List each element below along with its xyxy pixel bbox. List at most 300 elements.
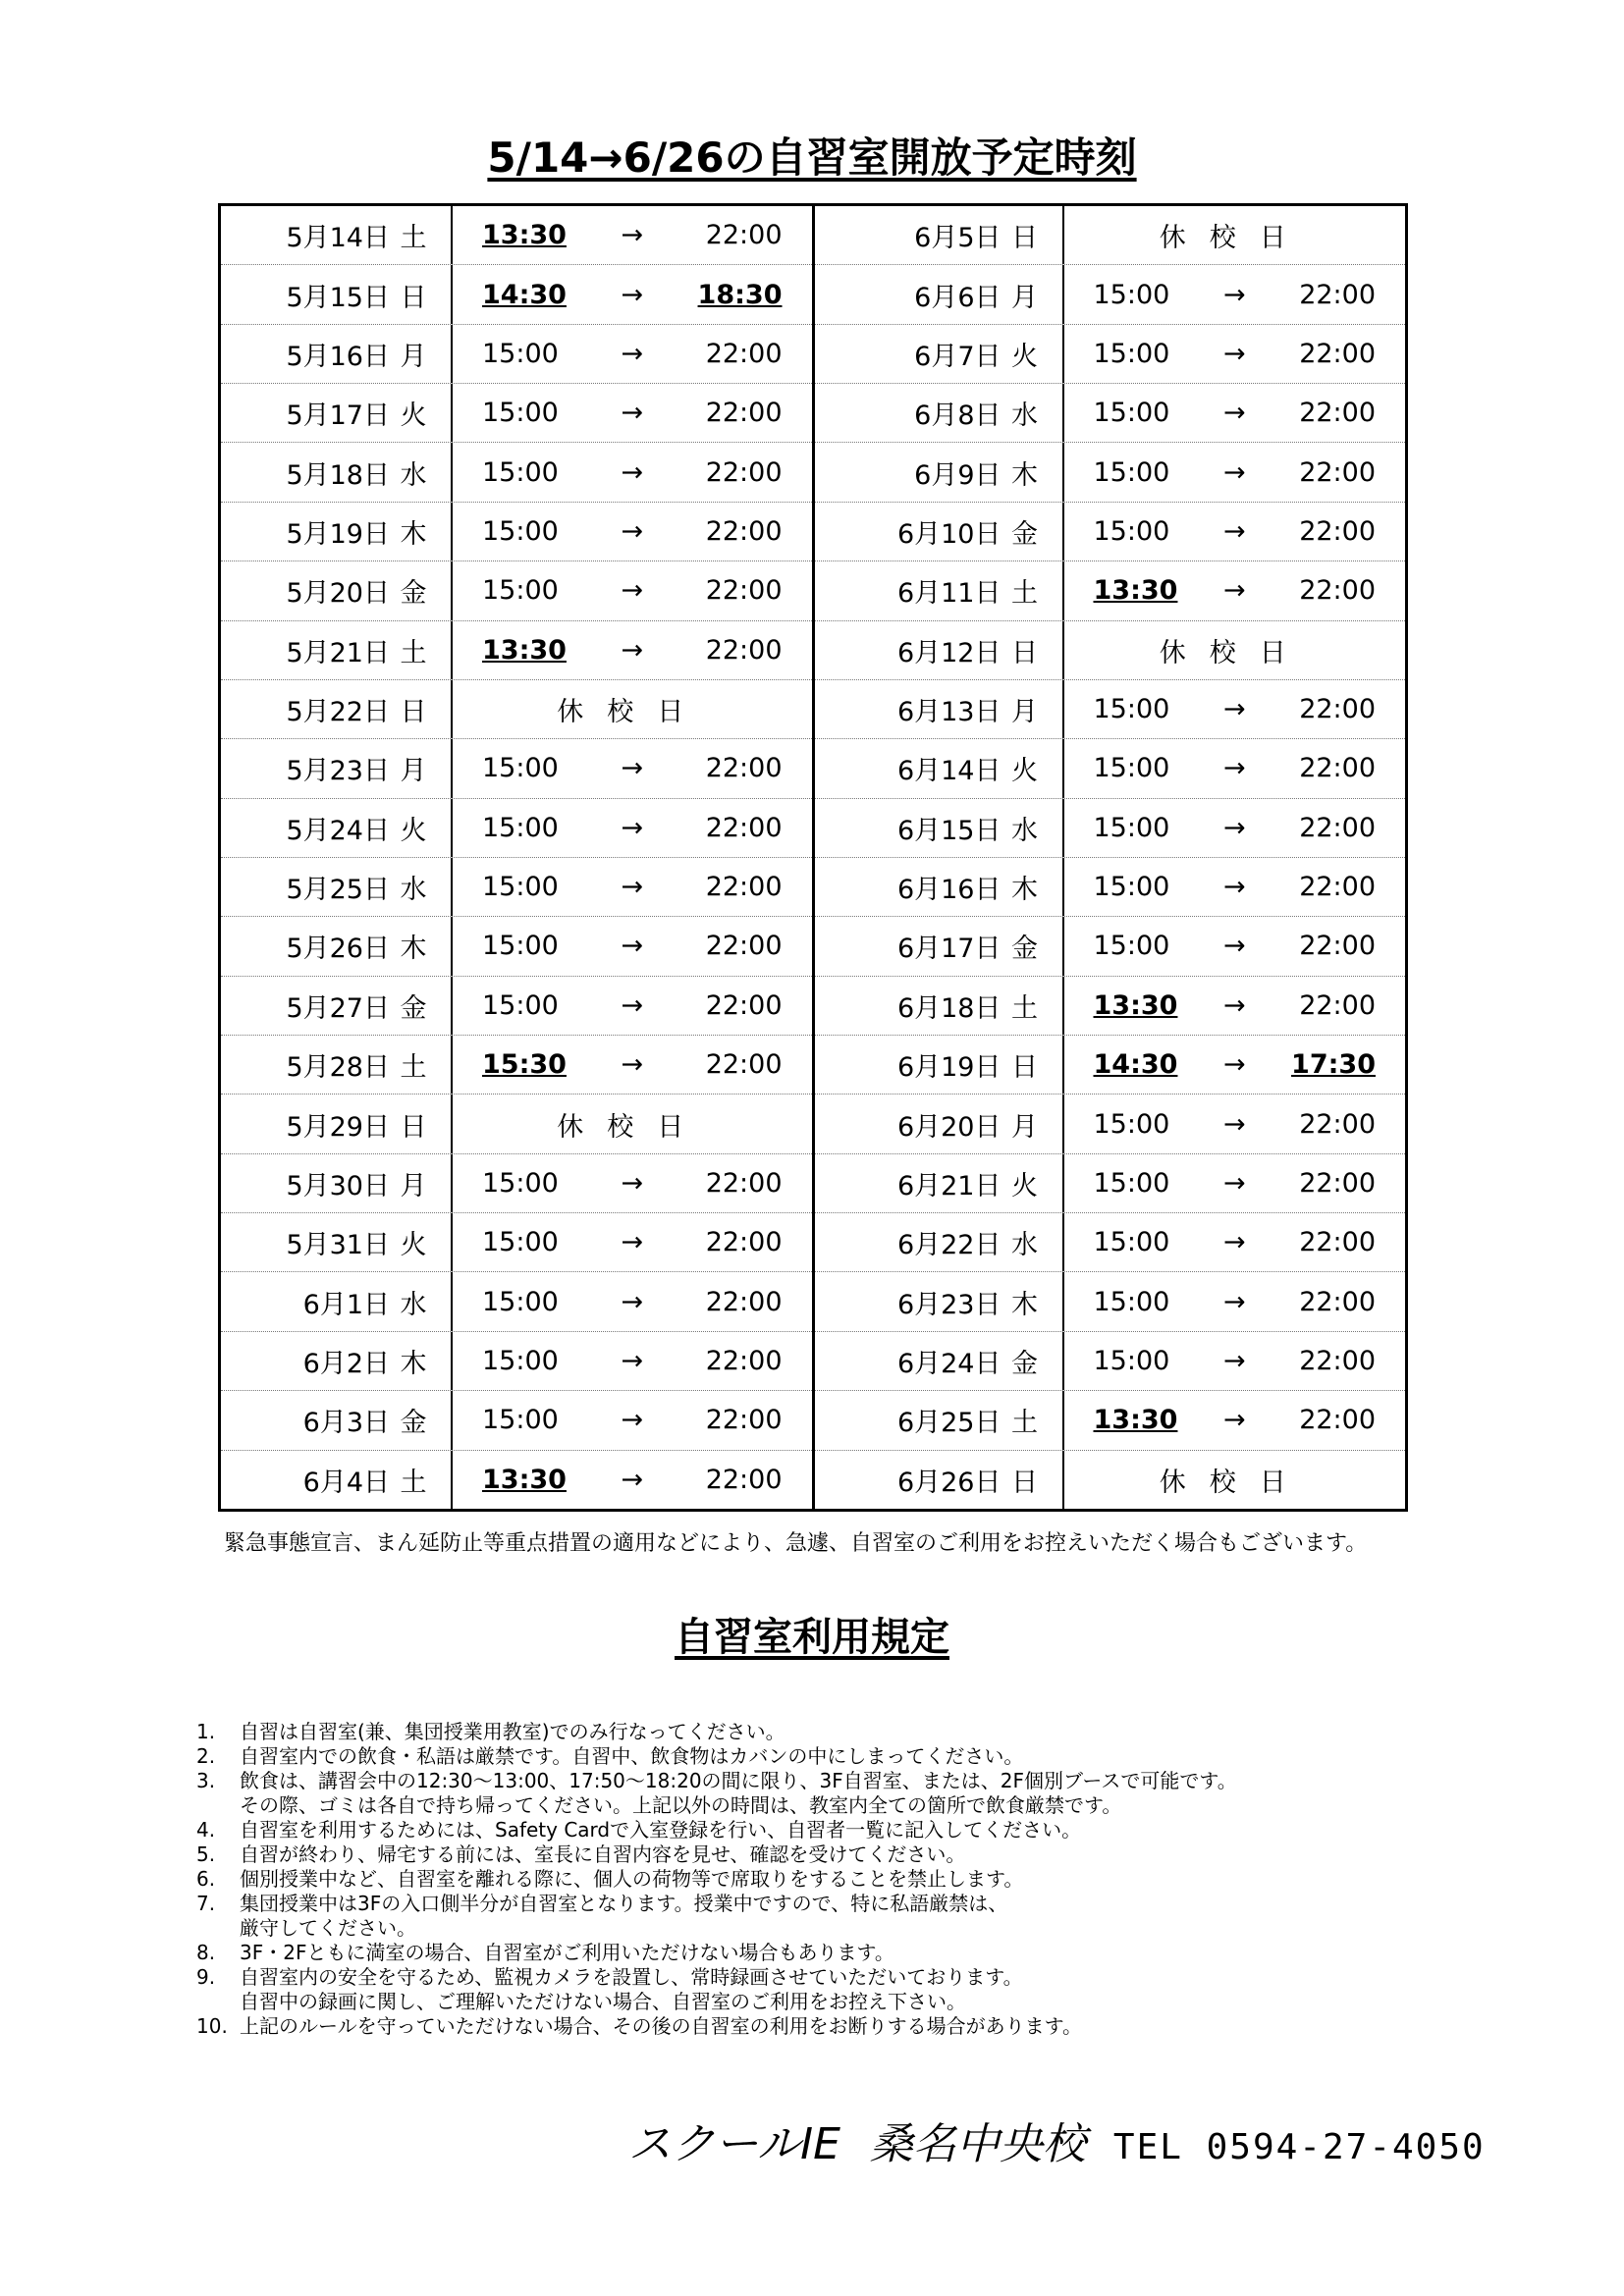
date-cell xyxy=(221,1095,453,1152)
arrow-icon: → xyxy=(621,634,644,666)
closed-label: 休校日 xyxy=(557,697,708,728)
schedule-row xyxy=(815,799,1406,858)
date-text: 5月26日 xyxy=(286,934,390,965)
start-time: 15:00 xyxy=(1093,872,1170,903)
date-cell xyxy=(815,325,1064,383)
start-time: 15:00 xyxy=(482,989,559,1021)
start-time: 13:30 xyxy=(1093,1405,1178,1436)
date-cell xyxy=(221,799,453,857)
schedule-column-right xyxy=(815,206,1406,1509)
end-time: 22:00 xyxy=(1299,1167,1376,1199)
start-time: 15:00 xyxy=(1093,931,1170,962)
time-cell xyxy=(1064,621,1406,679)
date-cell xyxy=(815,977,1064,1035)
rule-text: その際、ゴミは各自で持ち帰ってください。上記以外の時間は、教室内全ての箇所で飲食厳禁です。 xyxy=(240,1793,1122,1817)
start-time: 15:00 xyxy=(482,931,559,962)
schedule-row xyxy=(221,206,812,265)
weekday: 金 xyxy=(1011,1349,1038,1379)
date-text: 5月21日 xyxy=(286,637,390,668)
date-cell xyxy=(815,1036,1064,1094)
date-text: 6月3日 xyxy=(302,1408,390,1439)
date-cell xyxy=(221,977,453,1035)
date-text: 5月27日 xyxy=(286,992,390,1024)
weekday: 日 xyxy=(1011,223,1038,254)
time-cell xyxy=(453,384,812,442)
weekday: 金 xyxy=(400,992,427,1024)
start-time: 15:00 xyxy=(1093,812,1170,843)
notice-text: 緊急事態宣言、まん延防止等重点措置の適用などにより、急遽、自習室のご利用をお控えいただく場合もございます。 xyxy=(224,1531,1368,1556)
date-cell xyxy=(221,325,453,383)
arrow-icon: → xyxy=(1222,1049,1246,1081)
date-text: 5月29日 xyxy=(286,1111,390,1143)
weekday: 土 xyxy=(1011,992,1038,1024)
weekday: 土 xyxy=(1011,578,1038,610)
date-text: 6月13日 xyxy=(896,697,1001,728)
rule-number: 10. xyxy=(196,2014,228,2038)
weekday: 金 xyxy=(400,1408,427,1439)
end-time: 22:00 xyxy=(705,1167,783,1199)
end-time: 22:00 xyxy=(705,398,783,429)
weekday: 木 xyxy=(400,934,427,965)
time-cell xyxy=(453,1332,812,1390)
date-cell xyxy=(815,1095,1064,1152)
start-time: 13:30 xyxy=(1093,989,1178,1021)
arrow-icon: → xyxy=(1222,575,1246,607)
schedule-row xyxy=(221,325,812,384)
time-cell xyxy=(453,917,812,975)
weekday: 土 xyxy=(1011,1408,1038,1439)
weekday: 木 xyxy=(1011,459,1038,491)
end-time: 22:00 xyxy=(705,634,783,666)
schedule-row xyxy=(221,1391,812,1450)
schedule-row xyxy=(815,977,1406,1036)
schedule-row xyxy=(221,1451,812,1509)
date-cell xyxy=(815,561,1064,619)
arrow-icon: → xyxy=(621,398,644,429)
rule-text: 自習室内の安全を守るため、監視カメラを設置し、常時録画させていただいております。 xyxy=(240,1965,1023,1989)
arrow-icon: → xyxy=(1222,694,1246,725)
schedule-row xyxy=(221,503,812,561)
weekday: 火 xyxy=(400,1230,427,1261)
end-time: 22:00 xyxy=(1299,398,1376,429)
start-time: 15:00 xyxy=(1093,456,1170,488)
date-cell xyxy=(221,443,453,501)
weekday: 月 xyxy=(1011,282,1038,313)
time-cell xyxy=(453,206,812,264)
schedule-row xyxy=(221,977,812,1036)
date-text: 6月23日 xyxy=(896,1289,1001,1320)
time-cell xyxy=(1064,1036,1406,1094)
end-time: 22:00 xyxy=(1299,575,1376,607)
date-cell xyxy=(221,858,453,916)
arrow-icon: → xyxy=(1222,1167,1246,1199)
rule-text: 自習室を利用するためには、Safety Cardで入室登録を行い、自習者一覧に記入してください。 xyxy=(240,1818,1082,1842)
weekday: 金 xyxy=(400,578,427,610)
time-cell xyxy=(453,561,812,619)
end-time: 22:00 xyxy=(1299,1227,1376,1258)
weekday: 土 xyxy=(400,223,427,254)
start-time: 15:00 xyxy=(482,1227,559,1258)
weekday: 金 xyxy=(1011,518,1038,550)
start-time: 15:00 xyxy=(482,515,559,547)
time-cell xyxy=(453,1095,812,1152)
end-time: 22:00 xyxy=(705,515,783,547)
start-time: 15:00 xyxy=(482,1346,559,1376)
start-time: 13:30 xyxy=(482,634,567,666)
date-cell xyxy=(815,1332,1064,1390)
start-time: 15:00 xyxy=(1093,1167,1170,1199)
start-time: 15:00 xyxy=(1093,694,1170,725)
rule-item xyxy=(196,1744,1424,1769)
date-text: 5月16日 xyxy=(286,341,390,372)
weekday: 土 xyxy=(400,1467,427,1498)
start-time: 15:00 xyxy=(1093,1346,1170,1376)
start-time: 15:00 xyxy=(1093,279,1170,310)
time-cell xyxy=(1064,1272,1406,1330)
weekday: 金 xyxy=(1011,934,1038,965)
date-text: 6月18日 xyxy=(896,992,1001,1024)
schedule-row xyxy=(221,1036,812,1095)
schedule-row xyxy=(815,739,1406,798)
rule-number: 2. xyxy=(196,1744,216,1768)
rule-item xyxy=(196,1793,1424,1818)
rule-text: 上記のルールを守っていただけない場合、その後の自習室の利用をお断りする場合があります。 xyxy=(240,2014,1082,2038)
date-cell xyxy=(815,917,1064,975)
date-text: 5月20日 xyxy=(286,578,390,610)
weekday: 土 xyxy=(400,1052,427,1084)
schedule-row xyxy=(221,1154,812,1213)
arrow-icon: → xyxy=(1222,279,1246,310)
date-text: 5月14日 xyxy=(286,223,390,254)
rule-number xyxy=(196,1990,240,2014)
schedule-row xyxy=(221,739,812,798)
end-time: 22:00 xyxy=(1299,338,1376,369)
schedule-row xyxy=(815,443,1406,502)
date-cell xyxy=(221,1272,453,1330)
date-text: 5月28日 xyxy=(286,1052,390,1084)
time-cell xyxy=(453,503,812,561)
weekday: 火 xyxy=(1011,756,1038,787)
time-cell xyxy=(1064,1451,1406,1509)
schedule-row xyxy=(815,1272,1406,1331)
date-text: 6月20日 xyxy=(896,1111,1001,1143)
weekday: 日 xyxy=(400,697,427,728)
date-text: 6月15日 xyxy=(896,815,1001,846)
time-cell xyxy=(1064,503,1406,561)
end-time: 22:00 xyxy=(1299,753,1376,784)
date-text: 5月30日 xyxy=(286,1170,390,1201)
rule-item xyxy=(196,1867,1424,1892)
rules-title: 自習室利用規定 xyxy=(675,1615,949,1660)
schedule-row xyxy=(815,325,1406,384)
end-time: 22:00 xyxy=(705,575,783,607)
weekday: 日 xyxy=(1011,1052,1038,1084)
school-brand: スクールIE xyxy=(628,2119,840,2169)
rule-item xyxy=(196,1990,1424,2014)
rule-text: 自習は自習室(兼、集団授業用教室)でのみ行なってください。 xyxy=(240,1720,785,1743)
weekday: 火 xyxy=(1011,341,1038,372)
weekday: 月 xyxy=(1011,1111,1038,1143)
start-time: 14:30 xyxy=(1093,1049,1178,1081)
date-text: 5月23日 xyxy=(286,756,390,787)
date-cell xyxy=(815,621,1064,679)
weekday: 月 xyxy=(1011,697,1038,728)
date-cell xyxy=(815,384,1064,442)
rule-text: 自習が終わり、帰宅する前には、室長に自習内容を見せ、確認を受けてください。 xyxy=(240,1842,966,1866)
date-cell xyxy=(815,739,1064,797)
schedule-row xyxy=(221,917,812,976)
schedule-row xyxy=(221,265,812,324)
date-cell xyxy=(221,265,453,323)
date-cell xyxy=(815,799,1064,857)
weekday: 日 xyxy=(1011,637,1038,668)
schedule-row xyxy=(815,561,1406,620)
date-text: 6月11日 xyxy=(896,578,1001,610)
end-time: 22:00 xyxy=(705,931,783,962)
arrow-icon: → xyxy=(621,279,644,310)
start-time: 15:00 xyxy=(482,753,559,784)
schedule-column-left xyxy=(221,206,815,1509)
page-title: 5/14→6/26の自習室開放予定時刻 xyxy=(487,133,1137,182)
end-time: 22:00 xyxy=(705,872,783,903)
schedule-row xyxy=(815,1332,1406,1391)
start-time: 15:00 xyxy=(1093,398,1170,429)
weekday: 水 xyxy=(400,875,427,906)
date-text: 6月8日 xyxy=(914,400,1001,432)
weekday: 火 xyxy=(400,815,427,846)
date-cell xyxy=(221,680,453,738)
arrow-icon: → xyxy=(621,989,644,1021)
rule-item xyxy=(196,1720,1424,1744)
date-text: 6月14日 xyxy=(896,756,1001,787)
schedule-row xyxy=(815,1095,1406,1153)
arrow-icon: → xyxy=(621,1227,644,1258)
start-time: 15:00 xyxy=(1093,1227,1170,1258)
schedule-row xyxy=(815,621,1406,680)
weekday: 日 xyxy=(1011,1467,1038,1498)
rule-text: 3F・2Fともに満室の場合、自習室がご利用いただけない場合もあります。 xyxy=(240,1941,894,1964)
end-time: 22:00 xyxy=(705,1049,783,1081)
time-cell xyxy=(453,443,812,501)
date-cell xyxy=(221,1213,453,1271)
end-time: 22:00 xyxy=(705,456,783,488)
arrow-icon: → xyxy=(1222,1286,1246,1317)
arrow-icon: → xyxy=(621,1049,644,1081)
time-cell xyxy=(1064,1213,1406,1271)
weekday: 水 xyxy=(400,1289,427,1320)
end-time: 22:00 xyxy=(1299,1346,1376,1376)
rule-text: 個別授業中など、自習室を離れる際に、個人の荷物等で席取りをすることを禁止します。 xyxy=(240,1867,1024,1891)
weekday: 火 xyxy=(400,400,427,432)
date-text: 6月22日 xyxy=(896,1230,1001,1261)
end-time: 22:00 xyxy=(705,1286,783,1317)
date-text: 5月17日 xyxy=(286,400,390,432)
arrow-icon: → xyxy=(621,1464,644,1495)
start-time: 15:00 xyxy=(1093,338,1170,369)
schedule-row xyxy=(221,561,812,620)
end-time: 22:00 xyxy=(705,812,783,843)
end-time: 22:00 xyxy=(1299,1108,1376,1140)
arrow-icon: → xyxy=(621,1167,644,1199)
time-cell xyxy=(453,265,812,323)
date-cell xyxy=(815,443,1064,501)
schedule-row xyxy=(221,1213,812,1272)
weekday: 日 xyxy=(400,282,427,313)
schedule-row xyxy=(221,799,812,858)
date-text: 6月7日 xyxy=(914,341,1001,372)
time-cell xyxy=(1064,265,1406,323)
rule-number xyxy=(196,1916,240,1941)
rule-number: 9. xyxy=(196,1965,216,1989)
end-time: 22:00 xyxy=(705,220,783,251)
schedule-row xyxy=(815,206,1406,265)
arrow-icon: → xyxy=(621,515,644,547)
date-text: 5月31日 xyxy=(286,1230,390,1261)
start-time: 13:30 xyxy=(482,1464,567,1495)
weekday: 水 xyxy=(1011,400,1038,432)
date-text: 6月1日 xyxy=(302,1289,390,1320)
date-cell xyxy=(221,1036,453,1094)
start-time: 15:00 xyxy=(1093,515,1170,547)
time-cell xyxy=(1064,739,1406,797)
date-cell xyxy=(815,265,1064,323)
rule-number: 8. xyxy=(196,1941,216,1964)
start-time: 15:00 xyxy=(1093,1108,1170,1140)
end-time: 22:00 xyxy=(1299,694,1376,725)
time-cell xyxy=(1064,1332,1406,1390)
end-time: 22:00 xyxy=(705,1227,783,1258)
rule-text: 自習中の録画に関し、ご理解いただけない場合、自習室のご利用をお控え下さい。 xyxy=(240,1990,966,2013)
time-cell xyxy=(453,1213,812,1271)
time-cell xyxy=(453,977,812,1035)
schedule-row xyxy=(221,1272,812,1331)
weekday: 木 xyxy=(400,518,427,550)
start-time: 15:00 xyxy=(482,812,559,843)
weekday: 木 xyxy=(1011,875,1038,906)
time-cell xyxy=(1064,1154,1406,1212)
date-text: 6月10日 xyxy=(896,518,1001,550)
schedule-row xyxy=(815,1036,1406,1095)
schedule-row xyxy=(815,917,1406,976)
schedule-row xyxy=(815,503,1406,561)
arrow-icon: → xyxy=(1222,931,1246,962)
date-text: 6月2日 xyxy=(302,1349,390,1379)
schedule-row xyxy=(221,1095,812,1153)
arrow-icon: → xyxy=(1222,1227,1246,1258)
date-cell xyxy=(221,206,453,264)
date-text: 6月17日 xyxy=(896,934,1001,965)
date-cell xyxy=(221,1391,453,1449)
date-cell xyxy=(815,1213,1064,1271)
arrow-icon: → xyxy=(621,931,644,962)
start-time: 15:00 xyxy=(482,872,559,903)
closed-label: 休校日 xyxy=(1159,223,1310,254)
time-cell xyxy=(453,621,812,679)
start-time: 14:30 xyxy=(482,279,567,310)
date-text: 5月19日 xyxy=(286,518,390,550)
school-phone: TEL 0594-27-4050 xyxy=(1112,2127,1486,2167)
arrow-icon: → xyxy=(1222,1346,1246,1376)
date-cell xyxy=(221,1154,453,1212)
rule-number: 3. xyxy=(196,1769,216,1792)
date-text: 5月22日 xyxy=(286,697,390,728)
arrow-icon: → xyxy=(1222,398,1246,429)
closed-label: 休校日 xyxy=(1159,1467,1310,1498)
schedule-row xyxy=(221,621,812,680)
schedule-row xyxy=(221,384,812,443)
weekday: 水 xyxy=(1011,1230,1038,1261)
date-text: 6月19日 xyxy=(896,1052,1001,1084)
date-cell xyxy=(815,503,1064,561)
end-time: 22:00 xyxy=(705,1405,783,1436)
end-time: 22:00 xyxy=(705,1346,783,1376)
start-time: 15:00 xyxy=(482,1286,559,1317)
schedule-row xyxy=(815,1451,1406,1509)
end-time: 18:30 xyxy=(697,279,783,310)
weekday: 土 xyxy=(400,637,427,668)
time-cell xyxy=(1064,917,1406,975)
arrow-icon: → xyxy=(621,338,644,369)
end-time: 22:00 xyxy=(1299,279,1376,310)
schedule-row xyxy=(815,384,1406,443)
weekday: 木 xyxy=(1011,1289,1038,1320)
time-cell xyxy=(453,325,812,383)
start-time: 15:00 xyxy=(482,398,559,429)
weekday: 木 xyxy=(400,1349,427,1379)
rule-item xyxy=(196,2014,1424,2039)
date-cell xyxy=(815,1391,1064,1449)
start-time: 15:00 xyxy=(1093,1286,1170,1317)
rule-number: 7. xyxy=(196,1892,216,1915)
date-cell xyxy=(221,1332,453,1390)
date-cell xyxy=(221,1451,453,1509)
end-time: 22:00 xyxy=(1299,989,1376,1021)
end-time: 22:00 xyxy=(705,989,783,1021)
time-cell xyxy=(1064,858,1406,916)
time-cell xyxy=(453,680,812,738)
time-cell xyxy=(1064,799,1406,857)
time-cell xyxy=(1064,1391,1406,1449)
time-cell xyxy=(453,858,812,916)
date-text: 5月24日 xyxy=(286,815,390,846)
start-time: 13:30 xyxy=(482,220,567,251)
date-text: 6月16日 xyxy=(896,875,1001,906)
arrow-icon: → xyxy=(621,575,644,607)
rule-item xyxy=(196,1842,1424,1867)
end-time: 22:00 xyxy=(705,1464,783,1495)
weekday: 日 xyxy=(400,1111,427,1143)
rule-item xyxy=(196,1818,1424,1842)
rule-number: 1. xyxy=(196,1720,216,1743)
time-cell xyxy=(1064,561,1406,619)
start-time: 15:00 xyxy=(482,338,559,369)
start-time: 15:00 xyxy=(482,1167,559,1199)
arrow-icon: → xyxy=(621,753,644,784)
schedule-row xyxy=(221,680,812,739)
arrow-icon: → xyxy=(1222,338,1246,369)
rule-text: 集団授業中は3Fの入口側半分が自習室となります。授業中ですので、特に私語厳禁は、 xyxy=(240,1892,1008,1915)
start-time: 15:30 xyxy=(482,1049,567,1081)
arrow-icon: → xyxy=(621,1346,644,1376)
date-cell xyxy=(815,1154,1064,1212)
time-cell xyxy=(1064,325,1406,383)
end-time: 22:00 xyxy=(705,338,783,369)
footer xyxy=(628,2109,1486,2171)
date-text: 6月5日 xyxy=(914,223,1001,254)
rule-text: 飲食は、講習会中の12:30～13:00、17:50～18:20の間に限り、3F自習室、または、2F個別ブースで可能です。 xyxy=(240,1769,1237,1792)
rule-item xyxy=(196,1916,1424,1941)
end-time: 22:00 xyxy=(1299,872,1376,903)
